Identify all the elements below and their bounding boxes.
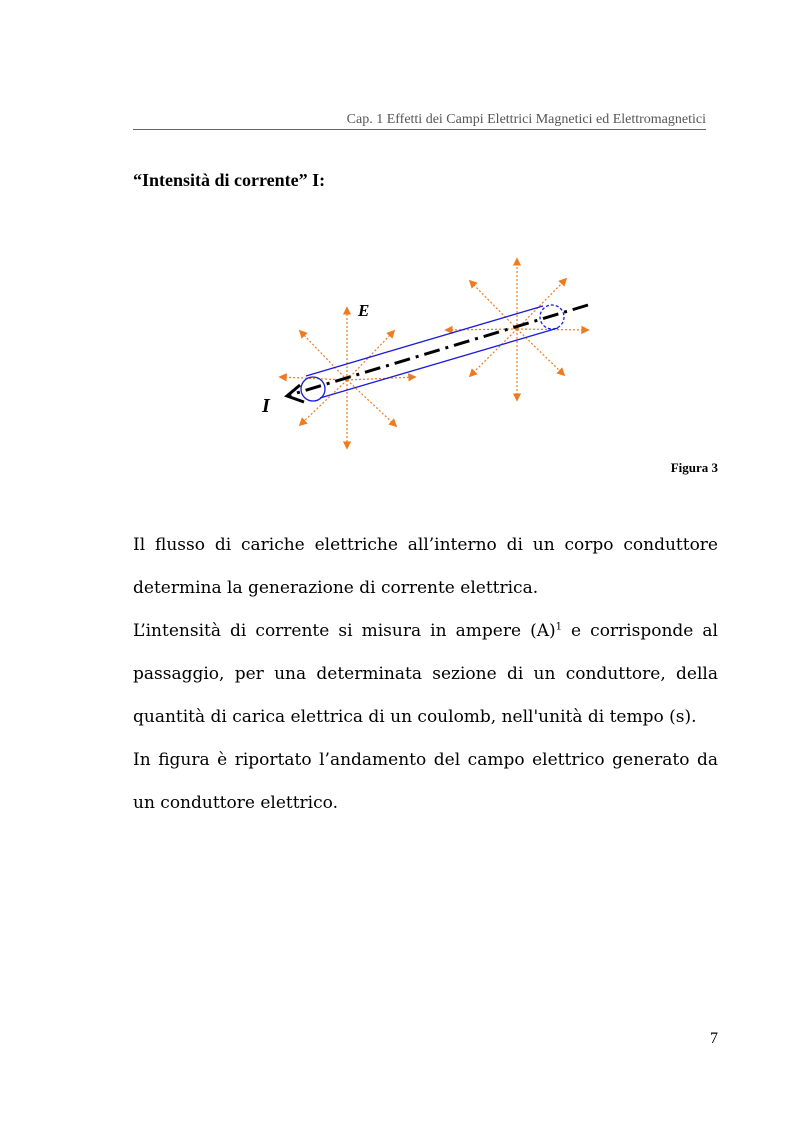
field-label-e: E <box>358 301 370 320</box>
section-heading: “Intensità di corrente” I: <box>133 170 326 190</box>
page-number: 7 <box>710 1030 718 1047</box>
paragraph-1: Il flusso di cariche elettriche all’interno di un corpo conduttore determina la generazione di corrente elettrica. <box>133 535 718 598</box>
body-text <box>133 524 718 825</box>
conductor-field-diagram <box>250 250 610 460</box>
running-header: Cap. 1 Effetti dei Campi Elettrici Magnetici ed Elettromagnetici <box>346 112 706 127</box>
paragraph-2 <box>133 610 718 739</box>
header-rule <box>133 129 706 130</box>
paragraph-3: In figura è riportato l’andamento del campo elettrico generato da un conduttore elettrico. <box>133 750 718 813</box>
current-label-i: I <box>262 395 270 417</box>
figure-caption: Figura 3 <box>670 460 718 475</box>
field-lines-right <box>446 259 588 400</box>
paragraph-2-end: e corrisponde al passaggio, per una determinata sezione di un conduttore, della quantità di carica elettrica di un coulomb, nell'unità di tempo (s). <box>133 621 718 727</box>
figure-3 <box>250 250 610 460</box>
paragraph-2-start: L’intensità di corrente si misura in ampere (A) <box>133 621 556 641</box>
current-axis <box>287 305 588 402</box>
footnote-mark[interactable]: 1 <box>555 621 562 633</box>
